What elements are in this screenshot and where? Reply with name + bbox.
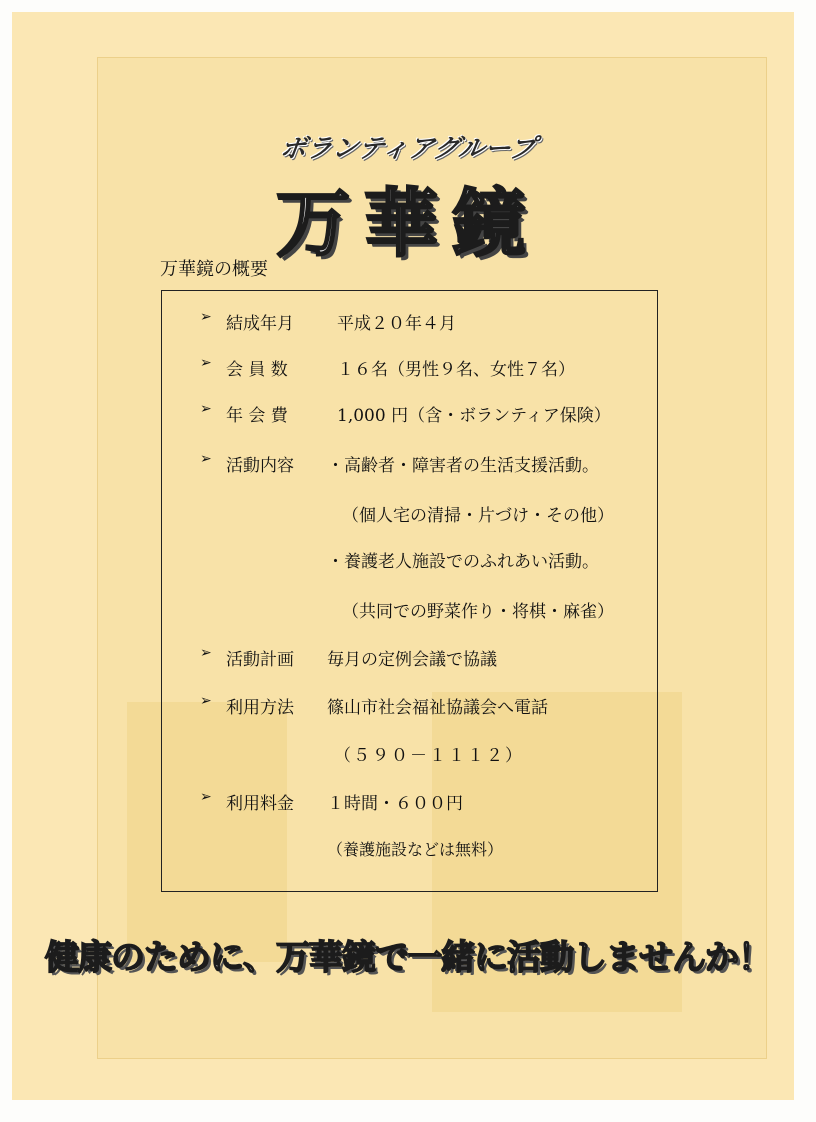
item-continuation: （養護施設などは無料） bbox=[327, 840, 504, 859]
item-label: 活動計画 bbox=[226, 650, 294, 670]
item-label: 結成年月 bbox=[226, 314, 294, 334]
item-continuation: ・養護老人施設でのふれあい活動。 bbox=[327, 552, 599, 572]
item-label: 会 員 数 bbox=[226, 360, 288, 380]
arrow-bullet-icon: ➢ bbox=[200, 451, 212, 467]
arrow-bullet-icon: ➢ bbox=[200, 693, 212, 709]
arrow-bullet-icon: ➢ bbox=[200, 309, 212, 325]
group-label: ボランティアグループ bbox=[278, 134, 538, 164]
item-value: 篠山市社会福祉協議会へ電話 bbox=[327, 698, 548, 718]
item-value: 平成２０年４月 bbox=[337, 314, 456, 334]
slogan: 健康のために、万華鏡で一緒に活動しませんか！ bbox=[45, 938, 771, 978]
arrow-bullet-icon: ➢ bbox=[200, 401, 212, 417]
item-value: ・高齢者・障害者の生活支援活動。 bbox=[327, 456, 599, 476]
item-continuation: （共同での野菜作り・将棋・麻雀） bbox=[342, 602, 614, 622]
item-value: １６名（男性９名、女性７名） bbox=[337, 360, 575, 380]
item-continuation: （個人宅の清掃・片づけ・その他） bbox=[342, 506, 614, 526]
overview-box bbox=[161, 290, 658, 892]
item-continuation: （５９０－１１１２） bbox=[334, 746, 524, 766]
item-value: 毎月の定例会議で協議 bbox=[327, 650, 497, 670]
arrow-bullet-icon: ➢ bbox=[200, 789, 212, 805]
item-label: 年 会 費 bbox=[226, 406, 288, 426]
arrow-bullet-icon: ➢ bbox=[200, 645, 212, 661]
item-value: 1,000 円（含・ボランティア保険） bbox=[337, 406, 611, 426]
item-label: 利用料金 bbox=[226, 794, 294, 814]
group-name-title: 万華鏡 bbox=[276, 181, 540, 267]
overview-heading: 万華鏡の概要 bbox=[160, 259, 268, 280]
arrow-bullet-icon: ➢ bbox=[200, 355, 212, 371]
item-label: 利用方法 bbox=[226, 698, 294, 718]
item-value: １時間・６００円 bbox=[327, 794, 463, 814]
item-label: 活動内容 bbox=[226, 456, 294, 476]
